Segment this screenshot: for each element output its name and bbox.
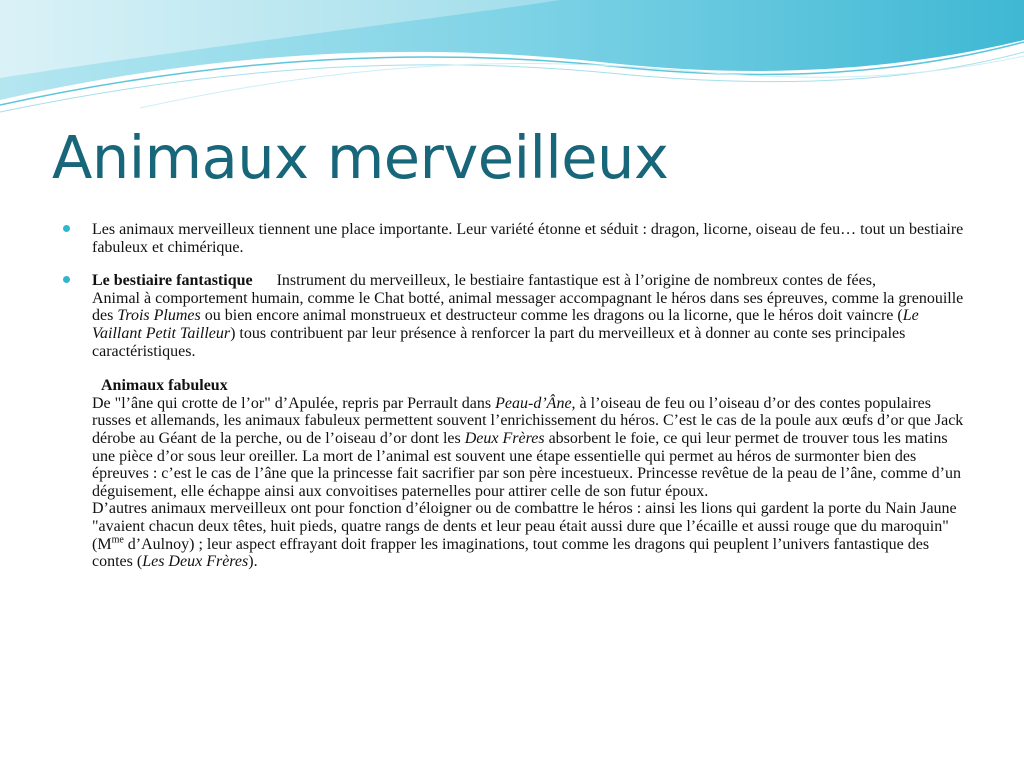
bestiaire-paragraph: [92, 290, 968, 360]
fabuleux-paragraph: [92, 395, 968, 501]
bullet-dot-icon: [63, 276, 70, 283]
title-les-deux-freres: Les Deux Frères: [142, 553, 249, 571]
title-trois-plumes: Trois Plumes: [117, 307, 201, 325]
bullet-intro: [92, 221, 968, 256]
text-run: ) tous contribuent par leur présence à renforcer la part du merveilleux et à donner au conte ses principales caractéristiques.: [92, 324, 906, 360]
superscript: me: [111, 534, 124, 546]
text-run: , à l’oiseau de feu ou l’oiseau d’or des contes populaires russes et allemands, les animaux fabuleux permettent souvent l’enrichissement du héros. C’est le cas de la poule aux œufs d’or que Jack dérobe au Géant de la perche, ou de l’oiseau d’or dont les: [92, 394, 964, 447]
slide-title: Animaux merveilleux: [52, 123, 669, 192]
bullet-dot-icon: [63, 225, 70, 232]
fabuleux-paragraph-2: [92, 500, 968, 570]
title-peau-d-ane: Peau-d’Âne: [495, 394, 572, 412]
text-run: ).: [248, 553, 258, 571]
bestiaire-intro: Instrument du merveilleux, le bestiaire fantastique est à l’origine de nombreux contes de fées,: [276, 272, 876, 290]
bullet-intro-text: Les animaux merveilleux tiennent une place importante. Leur variété étonne et séduit : dragon, licorne, oiseau de feu… tout un bestiaire fabuleux et chimérique.: [92, 221, 964, 256]
text-run: absorbent le foie, ce qui leur permet de trouver tous les matins une pièce d’or sous leur oreiller. La mort de l’animal est souvent une étape essentielle qui permet au héros de surmonter bien des épreuves : c’est le cas de l’âne que la princesse fait sacrifier par son père incestueux. Princesse revêtue de la peau de l’âne, comme d’un déguisement, elle échappe ainsi aux convoitises paternelles pour attirer celle de son futur époux.: [92, 429, 961, 500]
header-wave-decoration: [0, 0, 1024, 120]
slide-body: [92, 221, 968, 587]
text-run: De "l’âne qui crotte de l’or" d’Apulée, repris par Perrault dans: [92, 394, 492, 412]
bestiaire-heading: Le bestiaire fantastique: [92, 272, 253, 290]
title-vaillant-petit-tailleur: Le Vaillant Petit Tailleur: [92, 307, 919, 342]
text-run: D’autres animaux merveilleux ont pour fonction d’éloigner ou de combattre le héros : ainsi les lions qui gardent la porte du Nain Jaune "avaient chacun deux têtes, huit pieds, quatre rangs de dents et leur peau était aussi dure que l’écaille et aussi rouge que du maroquin" (M: [92, 500, 957, 553]
text-run: Animal à comportement humain, comme le Chat botté, animal messager accompagnant le héros dans ses épreuves, comme la grenouille des: [92, 289, 964, 325]
title-deux-freres: Deux Frères: [464, 429, 545, 447]
fabuleux-subheading: Animaux fabuleux: [101, 377, 228, 395]
text-run: d’Aulnoy) ; leur aspect effrayant doit frapper les imaginations, tout comme les dragons qui peuplent l’univers fantastique des contes (: [92, 535, 930, 571]
text-run: ou bien encore animal monstrueux et destructeur comme les dragons ou la licorne, que le héros doit vaincre (: [204, 307, 903, 325]
bullet-bestiaire: [92, 272, 968, 571]
